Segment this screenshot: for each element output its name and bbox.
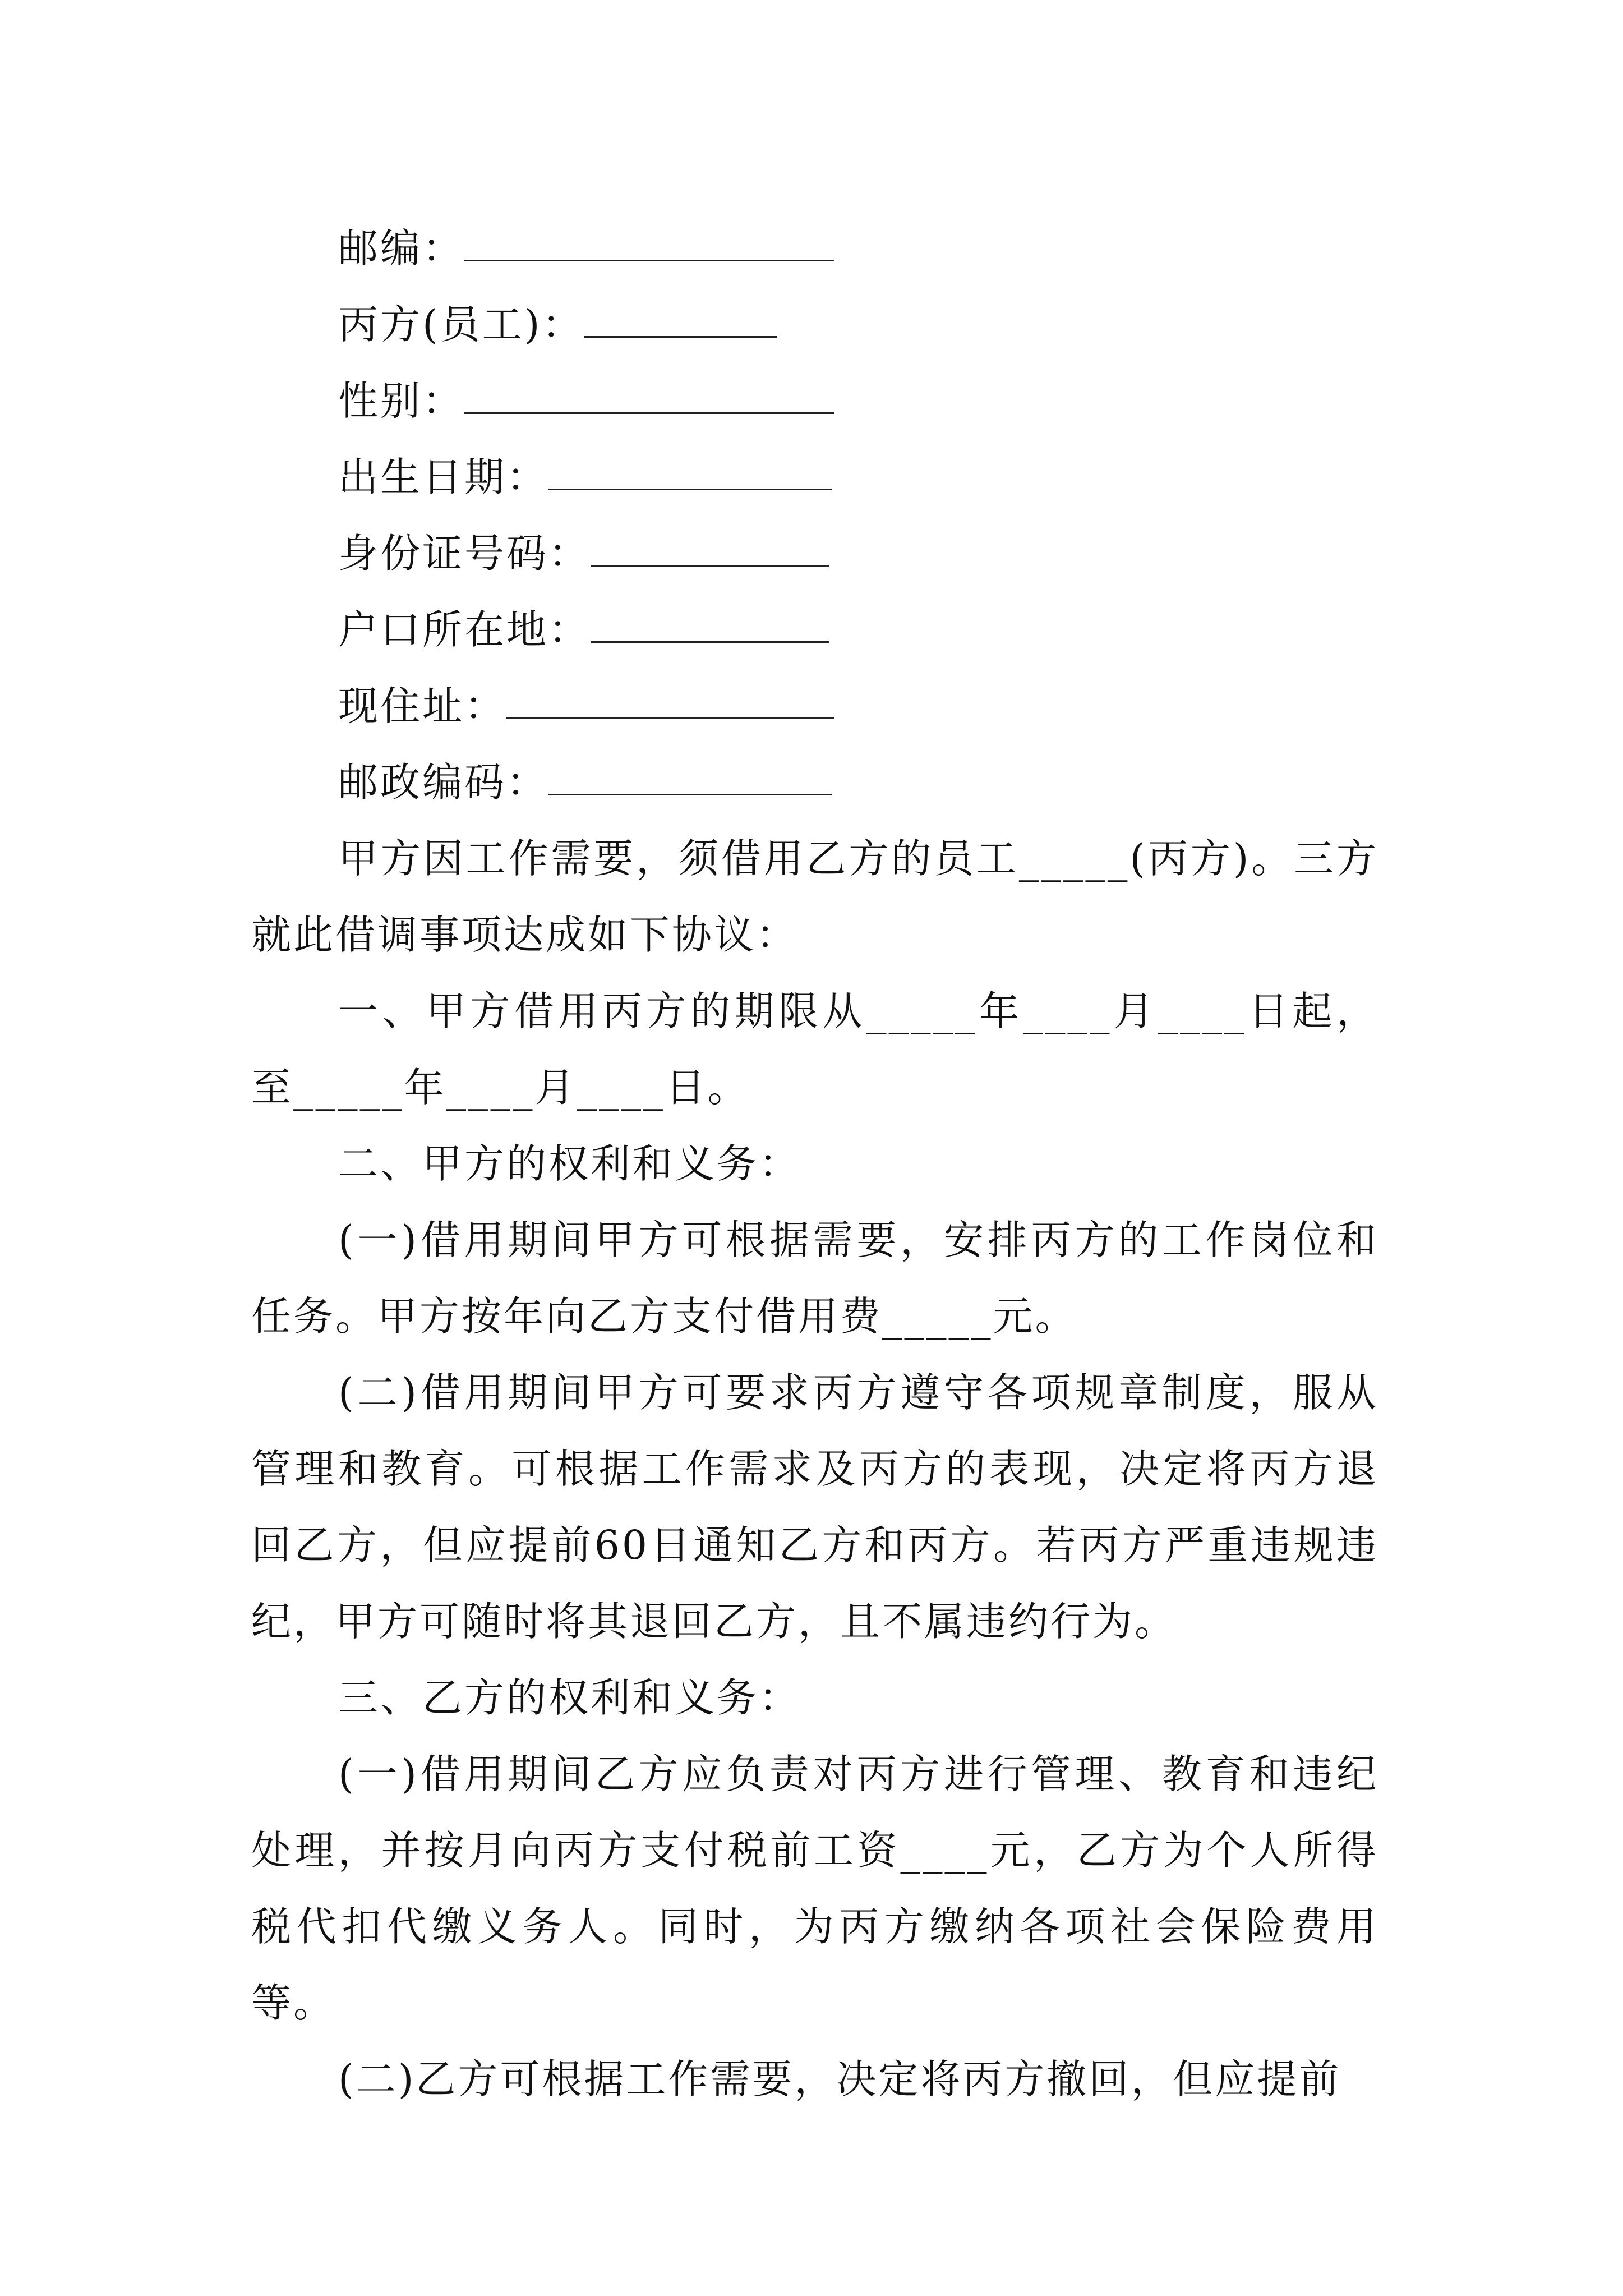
blank-line — [591, 516, 829, 567]
blank-line — [464, 210, 834, 261]
field-label: 户口所在地： — [338, 606, 591, 653]
blank-line — [584, 287, 777, 338]
paragraph-clause-3-heading: 三、乙方的权利和义务： — [338, 1674, 801, 1721]
blank-line — [548, 744, 832, 795]
field-label: 现住址： — [338, 683, 507, 729]
field-label: 出生日期： — [338, 454, 549, 500]
field-current-address — [251, 668, 1378, 744]
paragraph-clause-3-item-2: (二)乙方可根据工作需要，决定将丙方撤回，但应提前 — [338, 2056, 1341, 2102]
field-label: 邮编： — [338, 225, 465, 272]
field-label: 身份证号码： — [338, 530, 591, 577]
field-postal-code — [251, 744, 1378, 821]
paragraph-clause-1-term: 一、甲方借用丙方的期限从_____年____月____日起，至_____年____月____日。 — [251, 988, 1378, 1111]
field-label: 邮政编码： — [338, 759, 549, 806]
paragraph-intro: 甲方因工作需要，须借用乙方的员工_____(丙方)。三方就此借调事项达成如下协议： — [251, 835, 1378, 958]
blank-line — [506, 668, 834, 719]
paragraph-clause-2-heading: 二、甲方的权利和义务： — [338, 1140, 801, 1187]
blank-line — [591, 592, 829, 643]
document-body — [251, 210, 1378, 2118]
field-birth-date — [251, 439, 1378, 516]
paragraph-clause-3-item-1: (一)借用期间乙方应负责对丙方进行管理、教育和违纪处理，并按月向丙方支付税前工资____元，乙方为个人所得税代扣代缴义务人。同时，为丙方缴纳各项社会保险费用等。 — [251, 1751, 1378, 2026]
field-postcode — [251, 210, 1378, 287]
field-id-number — [251, 516, 1378, 592]
blank-line — [464, 363, 834, 414]
field-label: 性别： — [338, 378, 465, 424]
field-household-registration — [251, 592, 1378, 668]
field-party-c-employee — [251, 287, 1378, 363]
blank-line — [548, 439, 832, 490]
field-label: 丙方(员工)： — [338, 301, 584, 348]
paragraph-clause-2-item-1: (一)借用期间甲方可根据需要，安排丙方的工作岗位和任务。甲方按年向乙方支付借用费_____元。 — [251, 1217, 1378, 1340]
paragraph-clause-2-item-2: (二)借用期间甲方可要求丙方遵守各项规章制度，服从管理和教育。可根据工作需求及丙方的表现，决定将丙方退回乙方，但应提前60日通知乙方和丙方。若丙方严重违规违纪，甲方可随时将其退回乙方，且不属违约行为。 — [251, 1369, 1378, 1645]
field-gender — [251, 363, 1378, 439]
